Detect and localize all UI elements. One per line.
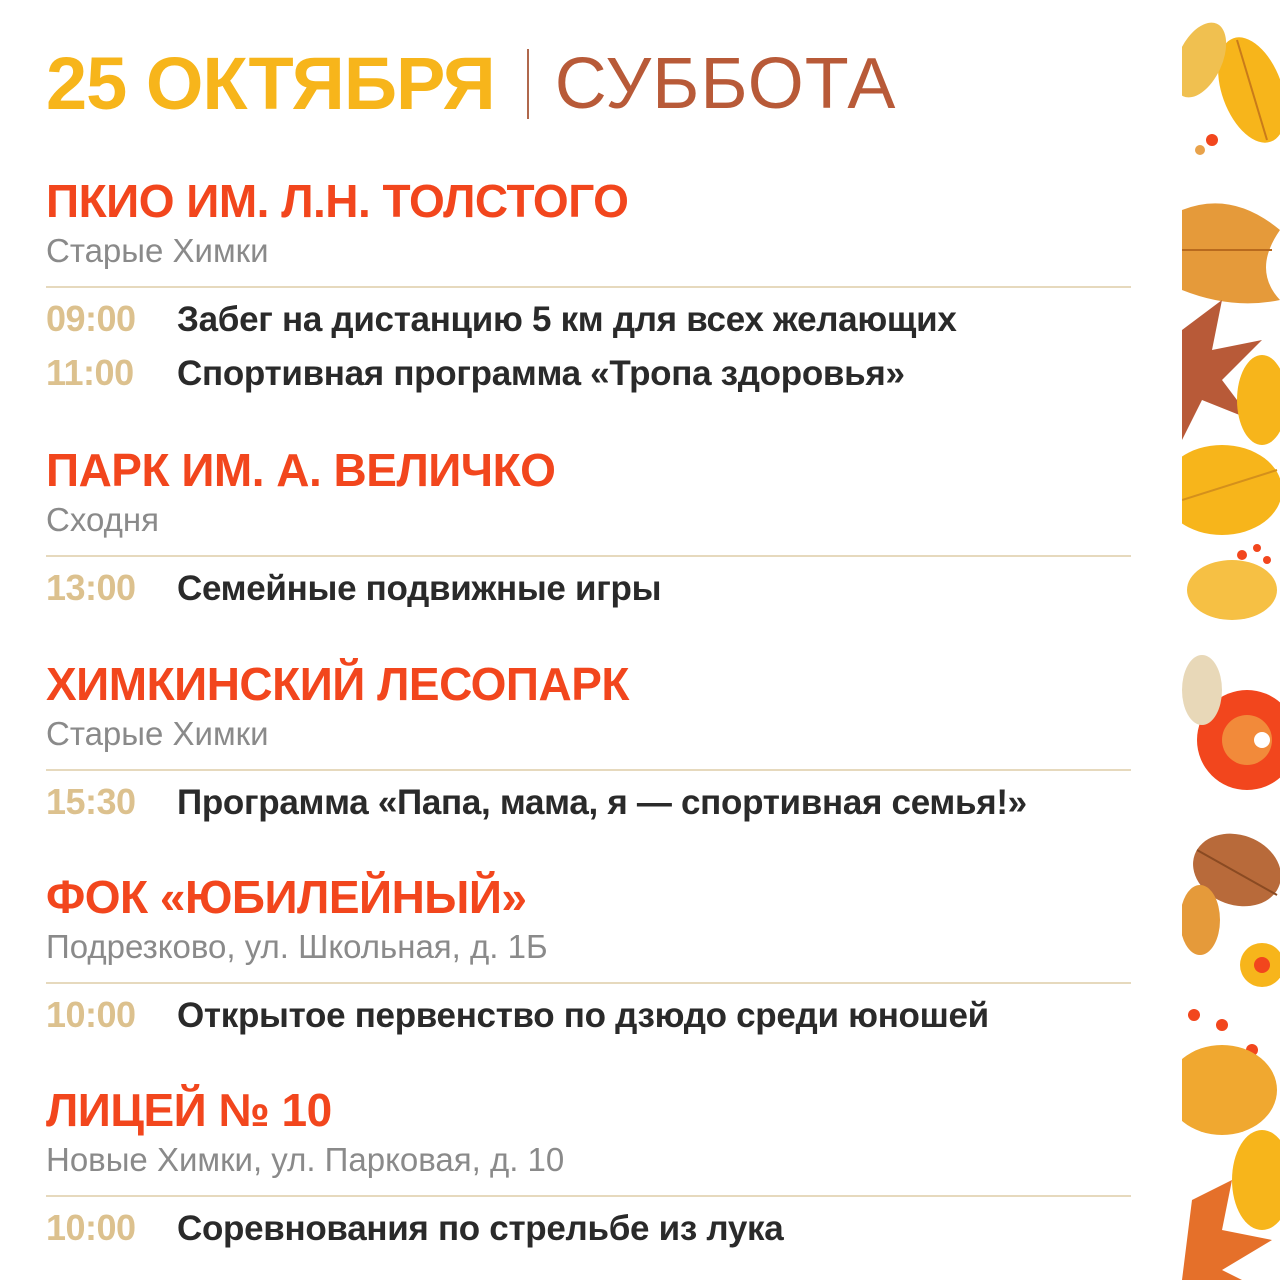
event-title: Забег на дистанцию 5 км для всех желающих — [177, 300, 957, 340]
event-time: 11:00 — [46, 352, 134, 394]
event-time: 09:00 — [46, 298, 136, 340]
venue-location: Подрезково, ул. Школьная, д. 1Б — [46, 927, 548, 965]
event-title: Семейные подвижные игры — [177, 569, 662, 609]
venue-title: ПКИО ИМ. Л.Н. ТОЛСТОГО — [46, 175, 629, 227]
autumn-leaves-decoration — [1182, 0, 1280, 1280]
event-row — [46, 298, 1131, 342]
event-row — [46, 1207, 1131, 1251]
event-time: 13:00 — [46, 567, 136, 609]
autumn-leaf-icon — [1182, 655, 1222, 725]
event-time: 10:00 — [46, 1207, 136, 1249]
event-row — [46, 567, 1131, 611]
event-row — [46, 781, 1131, 825]
venue-location: Сходня — [46, 500, 159, 538]
event-title: Открытое первенство по дзюдо среди юношей — [177, 996, 989, 1036]
venue-divider — [46, 555, 1131, 557]
berry-icon — [1206, 134, 1218, 146]
event-row — [46, 352, 1131, 396]
venue-block — [46, 1085, 1131, 1251]
venue-title: ЛИЦЕЙ № 10 — [46, 1084, 332, 1136]
event-title: Соревнования по стрельбе из лука — [177, 1209, 784, 1249]
leaves-illustration — [1182, 0, 1280, 1280]
venue-block — [46, 445, 1131, 611]
venue-location: Старые Химки — [46, 231, 269, 269]
venue-block — [46, 176, 1131, 396]
berry-icon — [1216, 1019, 1228, 1031]
venue-location: Новые Химки, ул. Парковая, д. 10 — [46, 1140, 565, 1178]
venue-divider — [46, 1195, 1131, 1197]
venue-title: ХИМКИНСКИЙ ЛЕСОПАРК — [46, 658, 629, 710]
event-time: 15:30 — [46, 781, 136, 823]
event-title: Спортивная программа «Тропа здоровья» — [177, 354, 905, 394]
venue-block — [46, 872, 1131, 1038]
berry-icon — [1188, 1009, 1200, 1021]
header-date: 25 ОКТЯБРЯ — [46, 42, 495, 125]
venue-divider — [46, 982, 1131, 984]
event-row — [46, 994, 1131, 1038]
venue-divider — [46, 286, 1131, 288]
venue-title: ФОК «ЮБИЛЕЙНЫЙ» — [46, 871, 527, 923]
venue-title: ПАРК ИМ. А. ВЕЛИЧКО — [46, 444, 556, 496]
berry-icon — [1195, 145, 1205, 155]
venue-location: Старые Химки — [46, 714, 269, 752]
event-title: Программа «Папа, мама, я — спортивная семья!» — [177, 783, 1027, 823]
event-time: 10:00 — [46, 994, 136, 1036]
venue-divider — [46, 769, 1131, 771]
venue-block — [46, 659, 1131, 825]
header-day: СУББОТА — [554, 44, 897, 124]
page-header — [46, 42, 896, 126]
header-separator — [527, 49, 529, 119]
